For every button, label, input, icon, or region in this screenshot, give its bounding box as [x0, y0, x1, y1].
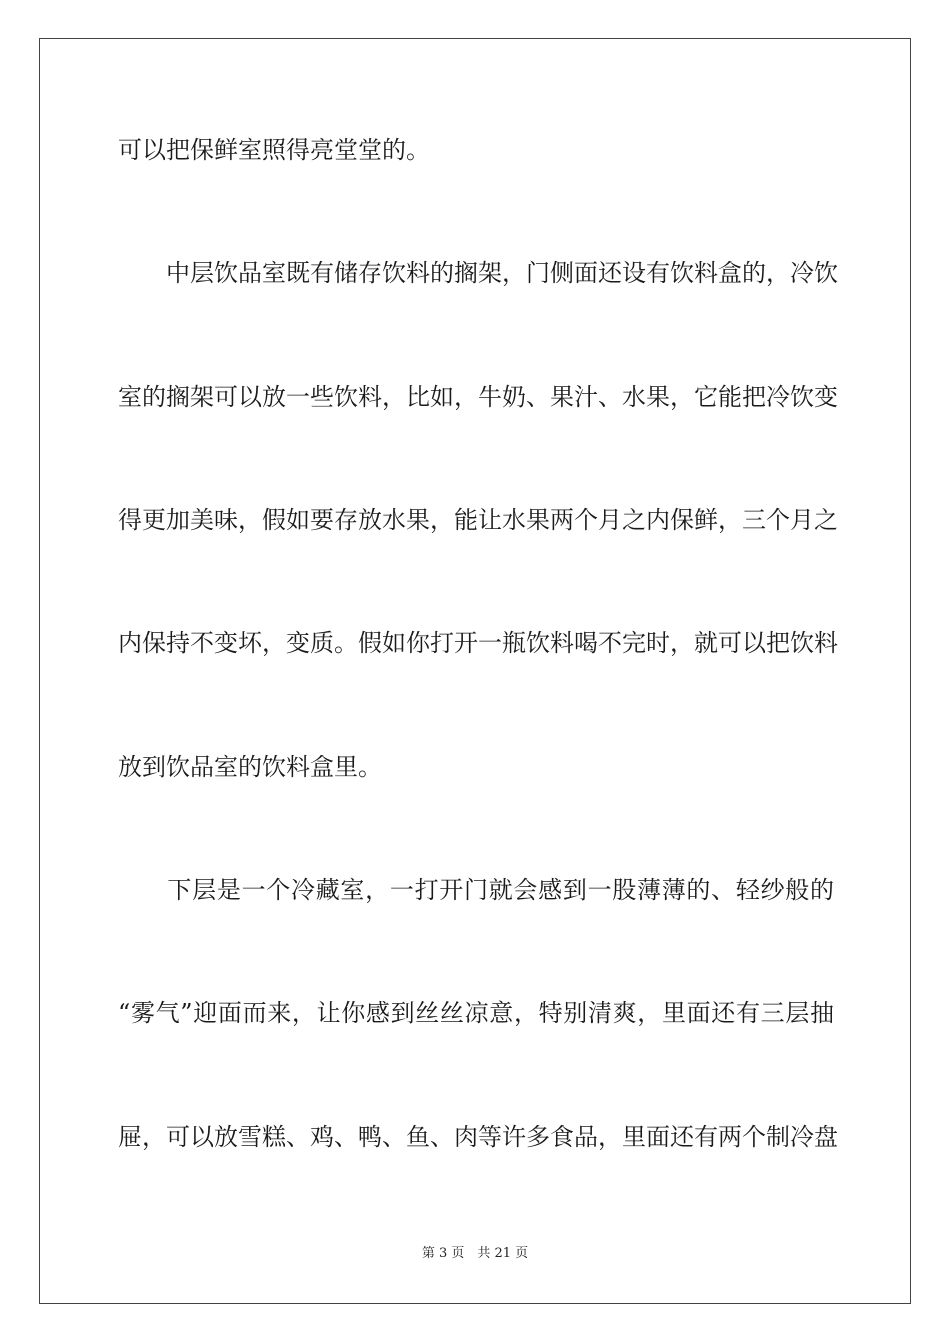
text-line-6: 放到饮品室的饮料盒里。 [118, 753, 382, 781]
text-line-7: 下层是一个冷藏室，一打开门就会感到一股薄薄的、轻纱般的 [118, 876, 834, 904]
text-line-1: 可以把保鲜室照得亮堂堂的。 [118, 136, 430, 164]
text-line-3: 室的搁架可以放一些饮料，比如，牛奶、果汁、水果，它能把冷饮变 [118, 383, 838, 411]
page-border [39, 38, 911, 1304]
text-line-5: 内保持不变坏，变质。假如你打开一瓶饮料喝不完时，就可以把饮料 [118, 629, 838, 657]
text-line-2: 中层饮品室既有储存饮料的搁架，门侧面还设有饮料盒的，冷饮 [118, 259, 838, 287]
page-number-footer: 第 3 页 共 21 页 [421, 1246, 529, 1261]
text-line-9: 屉，可以放雪糕、鸡、鸭、鱼、肉等许多食品，里面还有两个制冷盘 [118, 1123, 838, 1151]
text-line-4: 得更加美味，假如要存放水果，能让水果两个月之内保鲜，三个月之 [118, 506, 838, 534]
text-line-8: “雾气”迎面而来，让你感到丝丝凉意，特别清爽，里面还有三层抽 [118, 999, 834, 1027]
